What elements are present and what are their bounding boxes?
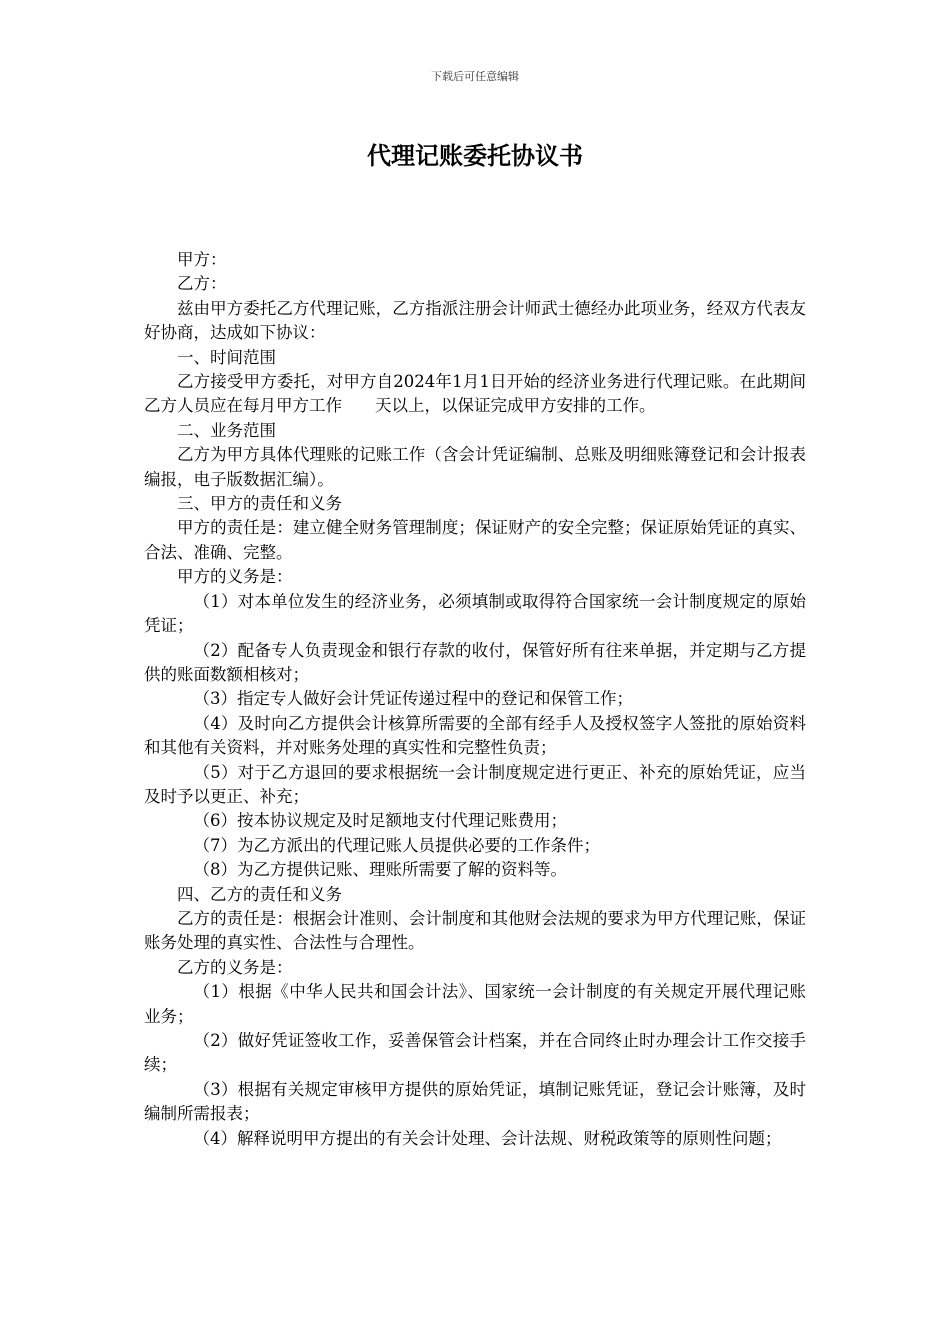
section3-duty-item: （8）为乙方提供记账、理账所需要了解的资料等。 — [193, 860, 567, 880]
section3-duty-item: （3）指定专人做好会计凭证传递过程中的登记和保管工作； — [193, 689, 633, 709]
section4-duties-label: 乙方的义务是： — [177, 957, 293, 977]
section3-duty-item: （4）及时向乙方提供会计核算所需要的全部有经手人及授权签字人签批的原始资料和其他有关资料，并对账务处理的真实性和完整性负责； — [144, 713, 806, 758]
header-note: 下载后可任意编辑 — [431, 70, 519, 83]
section1-text-part2: 天以上，以保证完成甲方安排的工作。 — [375, 396, 656, 416]
section4-duty-item: （4）解释说明甲方提出的有关会计处理、会计法规、财税政策等的原则性问题； — [193, 1128, 782, 1148]
section3-duty-item: （1）对本单位发生的经济业务，必须填制或取得符合国家统一会计制度规定的原始凭证； — [144, 591, 806, 636]
section3-duty-item: （7）为乙方派出的代理记账人员提供必要的工作条件； — [193, 835, 600, 855]
intro-paragraph: 兹由甲方委托乙方代理记账，乙方指派注册会计师武士德经办此项业务，经双方代表友好协商，达成如下协议： — [144, 298, 806, 343]
section3-heading: 三、甲方的责任和义务 — [177, 494, 342, 514]
section4-responsibility: 乙方的责任是：根据会计准则、会计制度和其他财会法规的要求为甲方代理记账，保证账务处理的真实性、合法性与合理性。 — [144, 908, 806, 953]
section3-duty-item: （2）配备专人负责现金和银行存款的收付，保管好所有往来单据，并定期与乙方提供的账面数额相核对； — [144, 640, 806, 684]
document-body — [144, 248, 806, 1151]
section4-duty-item: （1）根据《中华人民共和国会计法》、国家统一会计制度的有关规定开展代理记账业务； — [144, 982, 806, 1026]
section1-text-part1: 乙方接受甲方委托，对甲方自2024年1月1日开始的经济业务进行代理记账。在此期间乙方人员应在每月甲方工作 — [144, 372, 806, 416]
section2-paragraph: 乙方为甲方具体代理账的记账工作（含会计凭证编制、总账及明细账簿登记和会计报表编报，电子版数据汇编）。 — [144, 445, 806, 489]
section1-paragraph — [144, 370, 806, 419]
section3-duty-item: （6）按本协议规定及时足额地支付代理记账费用； — [193, 811, 567, 831]
party-a-label: 甲方： — [177, 250, 227, 269]
section3-duty-item: （5）对于乙方退回的要求根据统一会计制度规定进行更正、补充的原始凭证，应当及时予以更正、补充； — [144, 762, 806, 806]
party-b-label: 乙方： — [177, 274, 227, 294]
section4-heading: 四、乙方的责任和义务 — [177, 884, 342, 904]
section4-duty-item: （2）做好凭证签收工作，妥善保管会计档案，并在合同终止时办理会计工作交接手续； — [144, 1031, 806, 1075]
section2-heading: 二、业务范围 — [177, 420, 276, 440]
section4-duty-item: （3）根据有关规定审核甲方提供的原始凭证，填制记账凭证，登记会计账簿，及时编制所需报表； — [144, 1079, 806, 1124]
section3-duties-label: 甲方的义务是： — [177, 567, 293, 587]
section3-responsibility: 甲方的责任是：建立健全财务管理制度；保证财产的安全完整；保证原始凭证的真实、合法、准确、完整。 — [144, 518, 806, 562]
document-title: 代理记账委托协议书 — [367, 142, 583, 170]
section1-heading: 一、时间范围 — [177, 347, 276, 367]
